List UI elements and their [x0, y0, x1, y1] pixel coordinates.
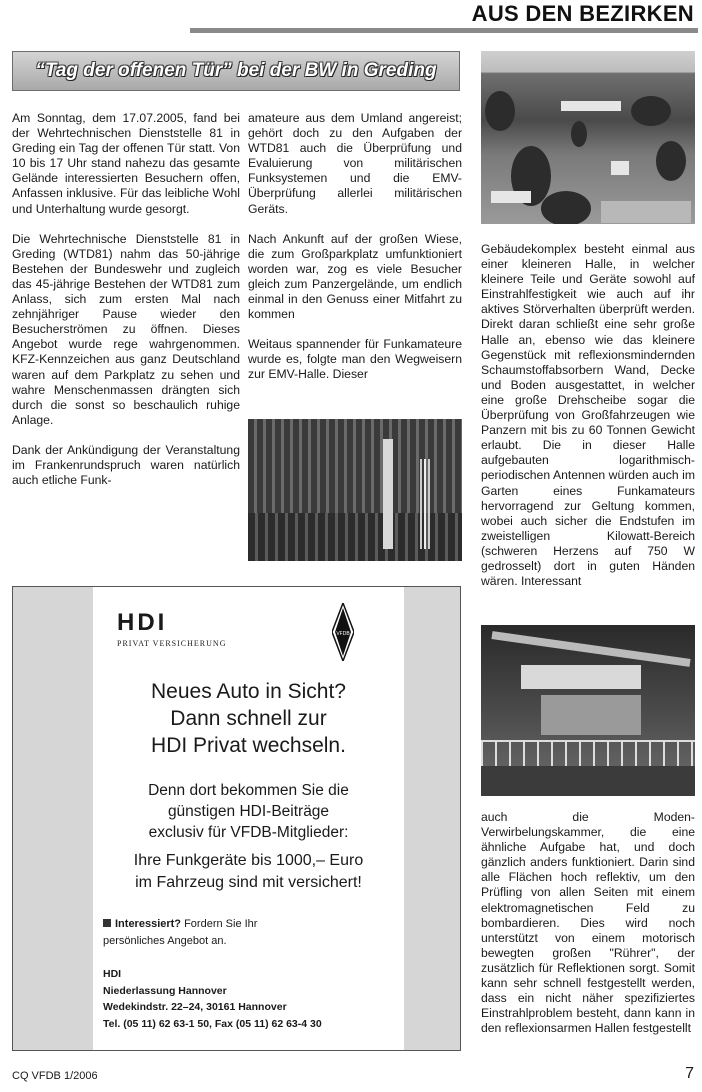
bullet-square-icon [103, 919, 111, 927]
hdi-logo-subtitle: PRIVAT VERSICHERUNG [117, 639, 227, 648]
section-title: AUS DEN BEZIRKEN [471, 1, 694, 26]
paragraph: Weitaus spannender für Funkamateure wurde es, folgte man den Wegweisern zur EMV-Halle. Dieser [248, 337, 462, 382]
paragraph: amateure aus dem Umland angereist; gehört doch zu den Aufgaben der WTD81 auch die Überprüfung und Evaluierung von militärischen Funksystemen und die EMV-Überprüfung allerlei militärischen Geräts. [248, 111, 462, 216]
ad-address [103, 966, 322, 1032]
ad-headline-line: Neues Auto in Sicht? [151, 680, 346, 703]
address-line: Tel. (05 11) 62 63-1 50, Fax (05 11) 62 63-4 30 [103, 1017, 322, 1030]
address-line: HDI [103, 968, 122, 980]
ad-right-band [404, 587, 460, 1050]
ad-offer-line: im Fahrzeug sind mit versichert! [135, 874, 362, 891]
ad-sub-line: Denn dort bekommen Sie die [148, 782, 349, 799]
cta-line-2: persönliches Angebot an. [103, 935, 227, 947]
paragraph: Die Wehrtechnische Dienststelle 81 in Greding (WTD81) nahm das 50-jährige Bestehen der Bundeswehr und zugleich das 45-jährige Bestehen der WTD81 zum Anlass, sich zum ersten Mal nach zehnjähriger Pause wieder den Besucherströmen zu öffnen. Dieses Angebot wurde rege wahrgenommen. KFZ-Kennzeichen aus ganz Deutschland waren auf dem Parkplatz zu sehen und wahre Menschenmassen drängten sich durch die sonst so beschaulich ruhige Anlage. [12, 231, 240, 427]
ad-offer [93, 850, 404, 894]
paragraph: Gebäudekomplex besteht einmal aus einer kleineren Halle, in welcher kleinere Teile und Geräte sowohl auf Einstrahlfestigkeit wie auch auf ihr aktives Störverhalten überprüft werden. Direkt daran schließt eine sehr große Halle an, ebenso wie das kleinere Gegenstück mit reflexionsmindernden Schaumstoffabsorbern Wand, Decke und Boden ausgestattet, in welcher eine große Drehscheibe sogar die Überprüfung von Großfahrzeugen wie Panzern mit bis zu 60 Tonnen Gewicht erlaubt. Die in dieser Halle aufgebauten logarithmisch-periodischen Antennen würden auch im Garten eines Funkamateurs hervorragend zur Geltung kommen, wobei auch sicher die Endstufen im zweistelligen Kilowatt-Bereich (schweren Herzens auf 750 W gedrosselt) dort in guten Händen wären. Interessant [481, 242, 695, 589]
ad-headline-line: Dann schnell zur [170, 707, 327, 730]
text-column-1 [12, 111, 240, 503]
ad-sub-line: exclusiv für VFDB-Mitglieder: [148, 824, 349, 841]
ad-call-to-action [103, 916, 257, 950]
footer-issue: CQ VFDB 1/2006 [12, 1070, 98, 1082]
ad-sub-line: günstigen HDI-Beiträge [167, 803, 330, 820]
text-column-3b [481, 810, 695, 1051]
cta-bold: Interessiert? [115, 918, 182, 930]
emv-chamber-photo-image [248, 419, 462, 561]
paragraph: auch die Moden-Verwirbelungskammer, die eine ähnliche Aufgabe hat, und doch gänzlich anders funktioniert. Darin sind alle Flächen hoch reflektiv, um den Prüfling von allen Seiten mit einem elektromagnetischen Feld zu bombardieren. Dies wird noch unterstützt von einem motorisch bewegten großen "Rührer", der zusätzlich für Reflektionen sorgt. Somit kann sehr schnell festgestellt werden, dass ein nicht näher spezifiziertes Einstrahlproblem besteht, dann kann in den reflexionsarmen Hallen festgestellt [481, 810, 695, 1036]
cta-rest: Fordern Sie Ihr [181, 918, 258, 930]
text-column-2 [248, 111, 462, 398]
ad-content [93, 587, 404, 1050]
address-line: Wedekindstr. 22–24, 30161 Hannover [103, 1001, 287, 1013]
hdi-advertisement [12, 586, 461, 1051]
ad-offer-line: Ihre Funkgeräte bis 1000,– Euro [133, 852, 364, 869]
aerial-photo-image [481, 51, 695, 224]
page-number: 7 [685, 1065, 694, 1082]
emv-hall-photo-image [481, 625, 695, 796]
paragraph: Dank der Ankündigung der Veranstaltung im Frankenrundspruch waren natürlich auch etliche Funk- [12, 442, 240, 488]
vfdb-diamond-logo-icon [332, 603, 354, 661]
diamond-label: VFDB [336, 631, 350, 637]
text-column-3a [481, 242, 695, 604]
paragraph: Nach Ankunft auf der großen Wiese, die zum Großparkplatz umfunktioniert worden war, zog es viele Besucher gleich zum Panzergelände, um endlich einmal in den Genuss einer Mitfahrt zu kommen [248, 231, 462, 322]
hdi-logo: HDI [117, 609, 168, 636]
ad-left-band [13, 587, 93, 1050]
ad-subheadline [93, 780, 404, 843]
ad-headline-line: HDI Privat wechseln. [151, 734, 346, 757]
paragraph: Am Sonntag, dem 17.07.2005, fand bei der Wehrtechnischen Dienststelle 81 in Greding ein Tag der offenen Tür statt. Von 10 bis 17 Uhr stand nahezu das gesamte Gelände interessierten Besuchern offen, Anfassen inklusive. Für das leibliche Wohl und Unterhaltung wurde gesorgt. [12, 111, 240, 216]
ad-headline [93, 678, 404, 759]
address-line: Niederlassung Hannover [103, 984, 227, 997]
header-rule [190, 28, 698, 33]
article-title-banner [12, 51, 460, 91]
article-title: “Tag der offenen Tür” bei der BW in Greding [35, 60, 437, 81]
